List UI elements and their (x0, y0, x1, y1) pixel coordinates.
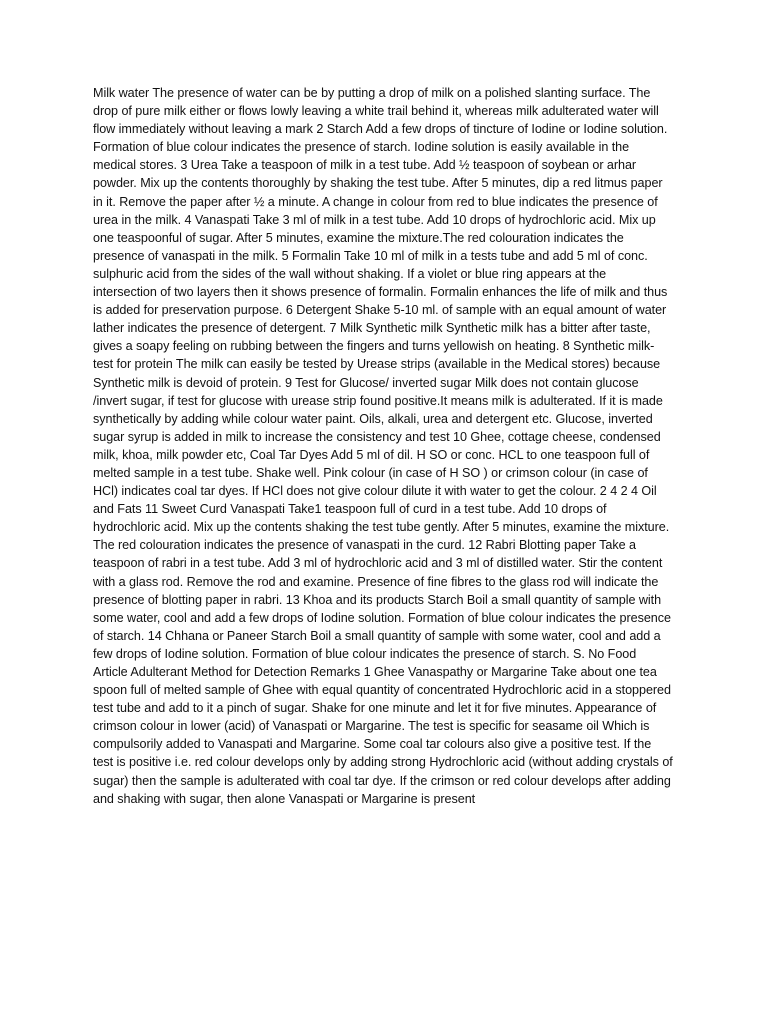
document-body-text: Milk water The presence of water can be by putting a drop of milk on a polished slanting surface. The drop of pure milk either or flows lowly leaving a white trail behind it, whereas milk adulterated water will flow immediately without leaving a mark 2 Starch Add a few drops of tincture of Iodine or Iodine solution. Formation of blue colour indicates the presence of starch. Iodine solution is easily available in the medical stores. 3 Urea Take a teaspoon of milk in a test tube. Add ½ teaspoon of soybean or arhar powder. Mix up the contents thoroughly by shaking the test tube. After 5 minutes, dip a red litmus paper in it. Remove the paper after ½ a minute. A change in colour from red to blue indicates the presence of urea in the milk. 4 Vanaspati Take 3 ml of milk in a test tube. Add 10 drops of hydrochloric acid. Mix up one teaspoonful of sugar. After 5 minutes, examine the mixture.The red colouration indicates the presence of vanaspati in the milk. 5 Formalin Take 10 ml of milk in a tests tube and add 5 ml of conc. sulphuric acid from the sides of the wall without shaking. If a violet or blue ring appears at the intersection of two layers then it shows presence of formalin. Formalin enhances the life of milk and thus is added for preservation purpose. 6 Detergent Shake 5-10 ml. of sample with an equal amount of water lather indicates the presence of detergent. 7 Milk Synthetic milk Synthetic milk has a bitter after taste, gives a soapy feeling on rubbing between the fingers and turns yellowish on heating. 8 Synthetic milk-test for protein The milk can easily be tested by Urease strips (available in the Medical stores) because Synthetic milk is devoid of protein. 9 Test for Glucose/ inverted sugar Milk does not contain glucose /invert sugar, if test for glucose with urease strip found positive.It means milk is adulterated. If it is made synthetically by adding while colour water paint. Oils, alkali, urea and detergent etc. Glucose, inverted sugar syrup is added in milk to increase the consistency and test 10 Ghee, cottage cheese, condensed milk, khoa, milk powder etc, Coal Tar Dyes Add 5 ml of dil. H SO or conc. HCL to one teaspoon full of melted sample in a test tube. Shake well. Pink colour (in case of H SO ) or crimson colour (in case of HCl) indicates coal tar dyes. If HCl does not give colour dilute it with water to get the colour. 2 4 2 4 Oil and Fats 11 Sweet Curd Vanaspati Take1 teaspoon full of curd in a test tube. Add 10 drops of hydrochloric acid. Mix up the contents shaking the test tube gently. After 5 minutes, examine the mixture. The red colouration indicates the presence of vanaspati in the curd. 12 Rabri Blotting paper Take a teaspoon of rabri in a test tube. Add 3 ml of hydrochloric acid and 3 ml of distilled water. Stir the content with a glass rod. Remove the rod and examine. Presence of fine fibres to the glass rod will indicate the presence of blotting paper in rabri. 13 Khoa and its products Starch Boil a small quantity of sample with some water, cool and add a few drops of Iodine solution. Formation of blue colour indicates the presence of starch. 14 Chhana or Paneer Starch Boil a small quantity of sample with some water, cool and add a few drops of Iodine solution. Formation of blue colour indicates the presence of starch. S. No Food Article Adulterant Method for Detection Remarks 1 Ghee Vanaspathy or Margarine Take about one tea spoon full of melted sample of Ghee with equal quantity of concentrated Hydrochloric acid in a stoppered test tube and add to it a pinch of sugar. Shake for one minute and let it for five minutes. Appearance of crimson colour in lower (acid) of Vanaspati or Margarine. The test is specific for seasame oil Which is compulsorily added to Vanaspati and Margarine. Some coal tar colours also give a positive test. If the test is positive i.e. red colour develops only by adding strong Hydrochloric acid (without adding crystals of sugar) then the sample is adulterated with coal tar dye. If the crimson or red colour develops after adding and shaking with sugar, then alone Vanaspati or Margarine is present (93, 86, 673, 806)
